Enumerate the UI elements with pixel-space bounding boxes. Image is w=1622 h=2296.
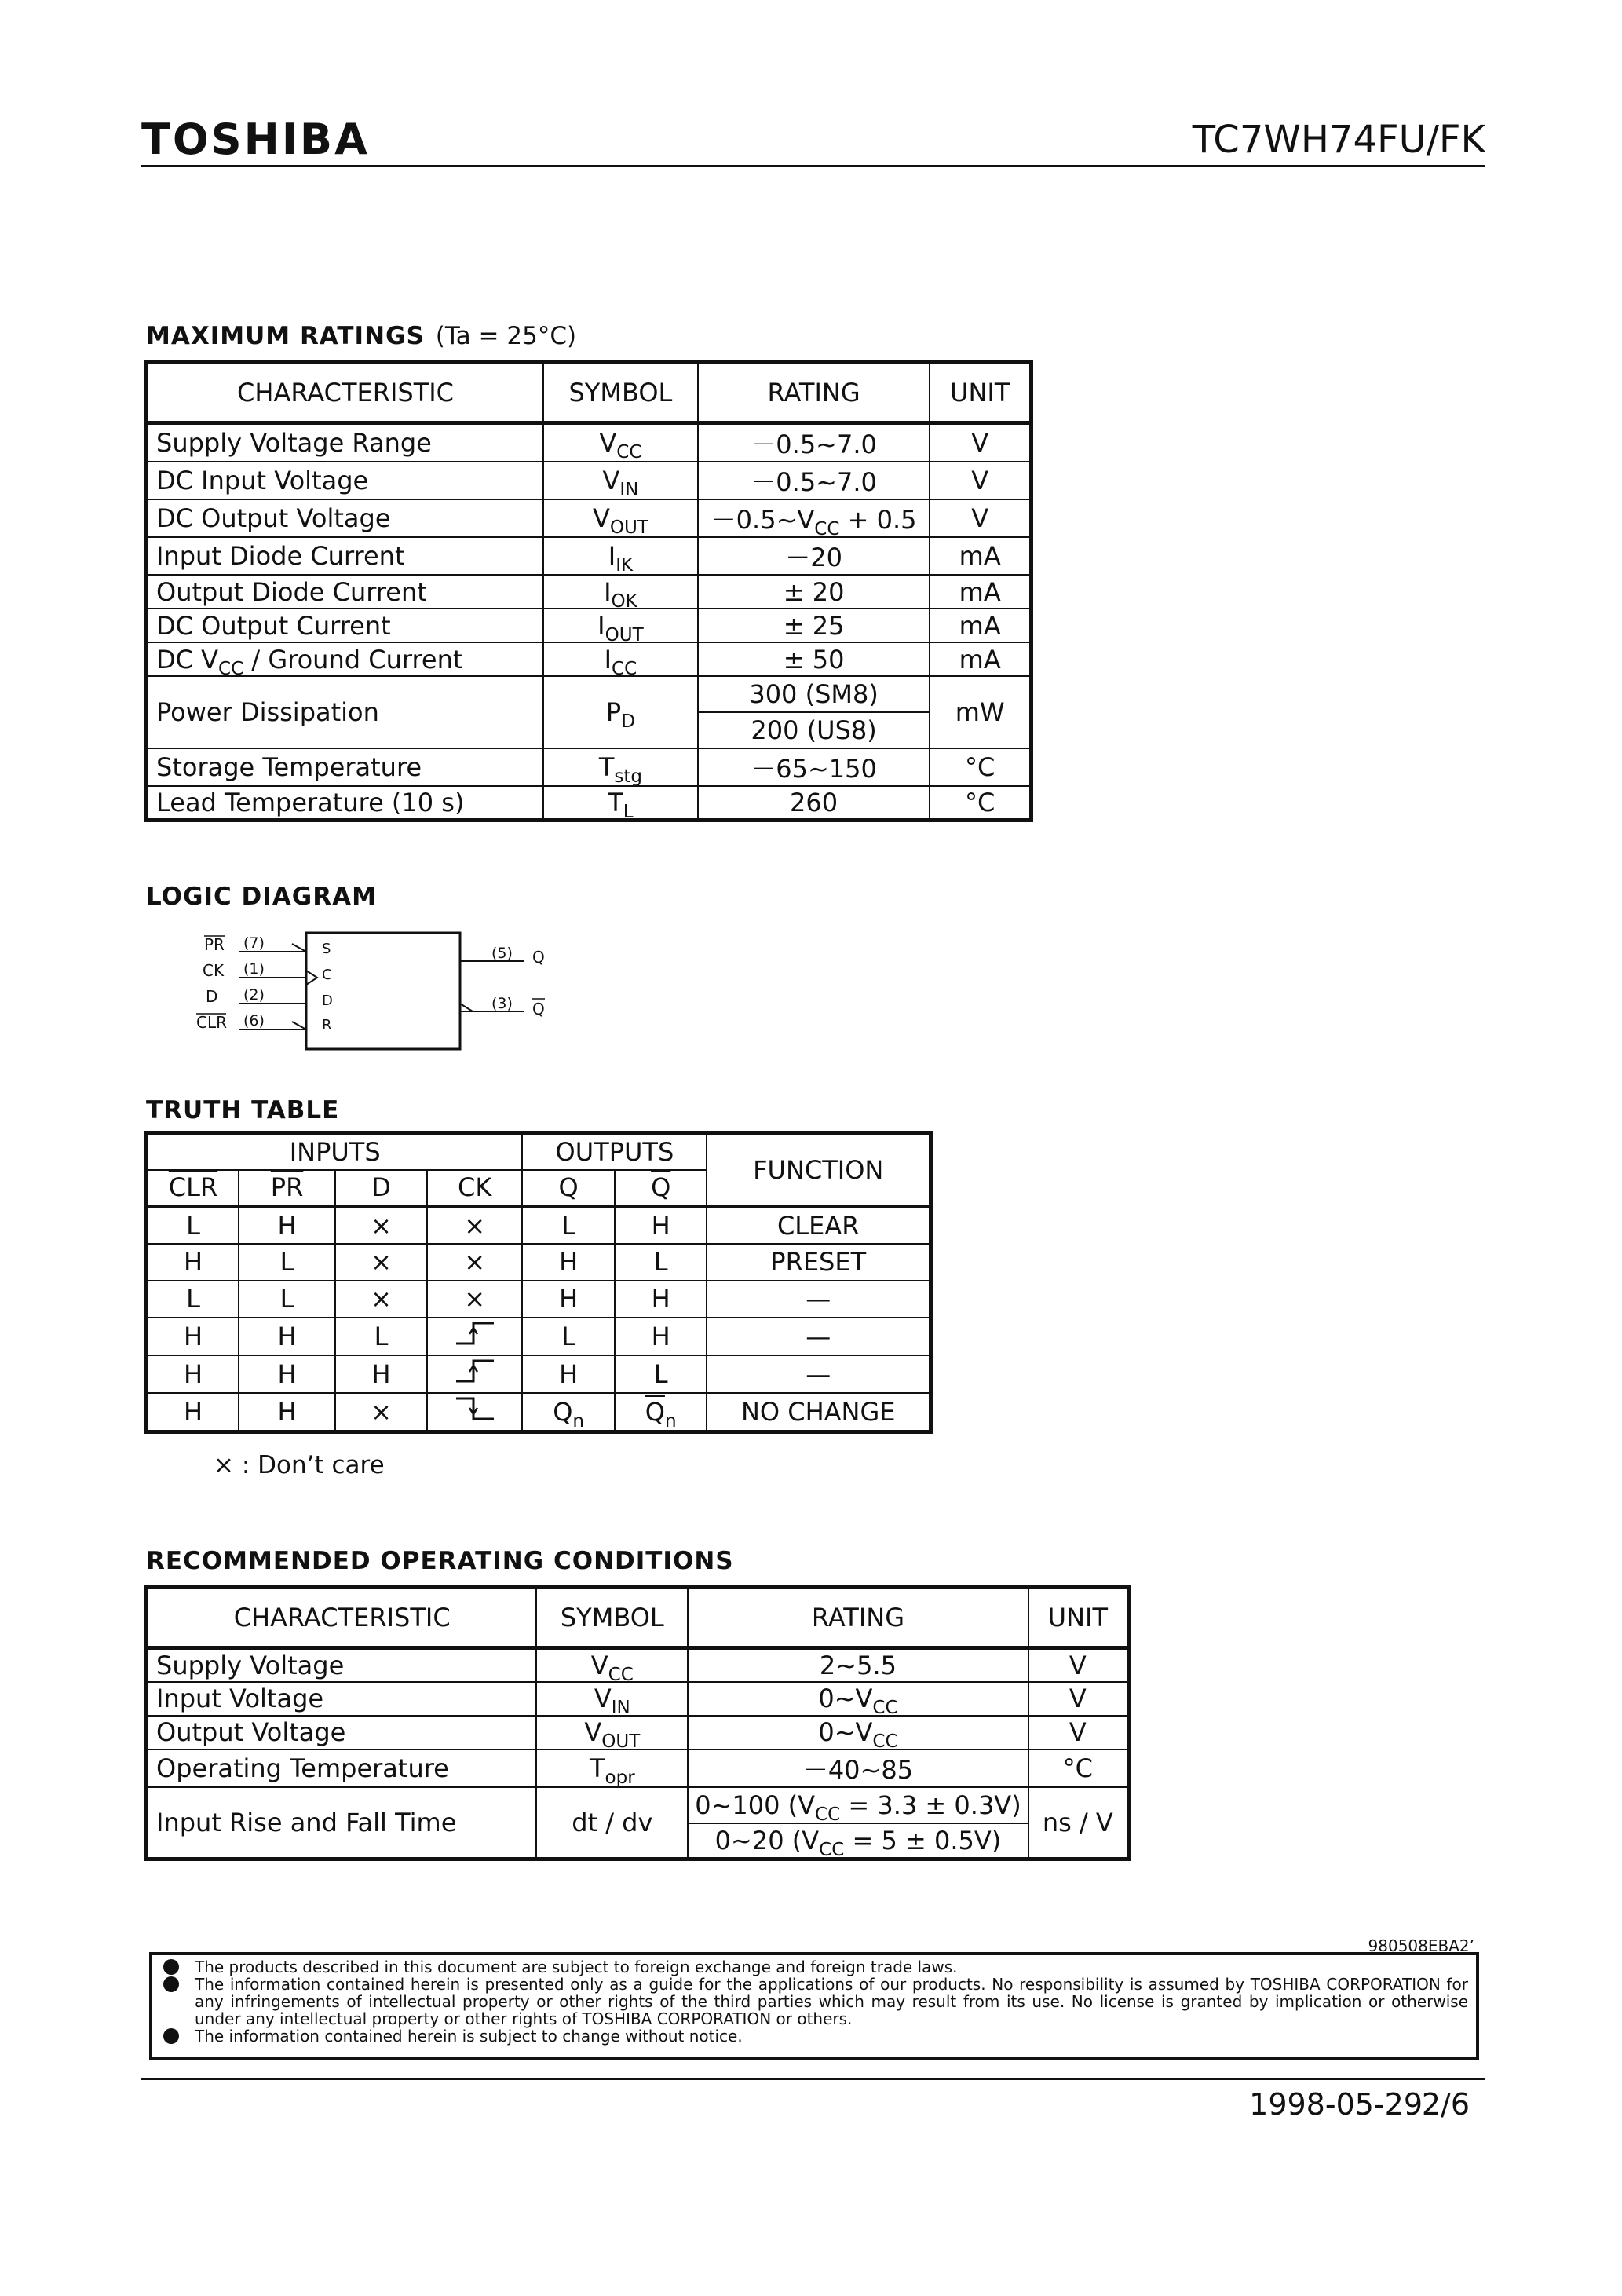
output-label-q: Q (532, 948, 545, 967)
cell: L (335, 1318, 427, 1355)
input-label-clr: CLR (196, 1013, 228, 1032)
pin-number: (3) (491, 995, 513, 1012)
table-row (147, 462, 1032, 499)
pin-number: (6) (243, 1012, 265, 1029)
table-row (147, 1355, 931, 1393)
function-cell: — (707, 1355, 930, 1393)
symbol-cell: $I_{CC}$ (543, 642, 698, 676)
table-row (147, 642, 1032, 676)
output-label-qbar: Q (532, 1000, 545, 1018)
characteristic-cell: Supply Voltage (147, 1648, 537, 1682)
characteristic-cell: Power Dissipation (147, 676, 544, 748)
port-label: R (322, 1017, 332, 1033)
col-header-q: Q (522, 1170, 615, 1207)
rating-cell: ± 50 (698, 642, 930, 676)
table-row (147, 1648, 1129, 1682)
col-header-clr: $\overline{CLR}$ (147, 1170, 239, 1207)
symbol-cell: $I_{IK}$ (543, 537, 698, 575)
characteristic-cell: Input Diode Current (147, 537, 544, 575)
cell: H (522, 1281, 615, 1318)
unit-cell: mA (930, 609, 1031, 642)
col-header: CHARACTERISTIC (147, 1587, 537, 1648)
rising-edge-icon (427, 1318, 522, 1355)
rising-edge-icon (427, 1355, 522, 1393)
function-header: FUNCTION (707, 1133, 930, 1207)
cell: H (239, 1207, 335, 1244)
cell: H (239, 1393, 335, 1432)
part-number: TC7WH74FU/FK (1192, 118, 1485, 162)
characteristic-cell: Input Voltage (147, 1682, 537, 1716)
unit-cell: °C (1028, 1749, 1129, 1787)
col-header: SYMBOL (543, 362, 698, 423)
cell: L (239, 1281, 335, 1318)
input-label-ck: CK (203, 961, 225, 980)
table-row (147, 1393, 931, 1432)
cell: × (335, 1393, 427, 1432)
cell: H (239, 1355, 335, 1393)
rating-cell: ± 25 (698, 609, 930, 642)
rec-conditions-table (144, 1585, 1131, 1861)
max-ratings-title (146, 322, 576, 350)
unit-cell: V (930, 462, 1031, 499)
cell: L (522, 1207, 615, 1244)
cell: H (615, 1207, 707, 1244)
col-header-qbar: $\overline{Q}$ (615, 1170, 707, 1207)
characteristic-cell: DC Input Voltage (147, 462, 544, 499)
table-row (147, 786, 1032, 820)
input-label-d: D (206, 987, 218, 1006)
footer-page-number: 2/6 (1421, 2087, 1470, 2122)
characteristic-cell: Supply Voltage Range (147, 423, 544, 462)
symbol-cell: $V_{CC}$ (536, 1648, 688, 1682)
cell: L (239, 1244, 335, 1281)
rating-cell: －0.5~7.0 (698, 462, 930, 499)
rating-cell: 260 (698, 786, 930, 820)
unit-cell: ns / V (1028, 1787, 1129, 1859)
symbol-cell: $T_{stg}$ (543, 748, 698, 786)
table-header-row (147, 362, 1032, 423)
symbol-cell: $V_{OUT}$ (536, 1716, 688, 1749)
cell: × (335, 1207, 427, 1244)
unit-cell: mA (930, 642, 1031, 676)
bullet-icon (163, 1959, 179, 1975)
characteristic-cell: Lead Temperature (10 s) (147, 786, 544, 820)
table-row (147, 1207, 931, 1244)
rating-cell: －40~85 (688, 1749, 1028, 1787)
port-label: D (322, 993, 333, 1009)
cell: $\overline{Q}_n$ (615, 1393, 707, 1432)
rating-cell: 200 (US8) (698, 712, 930, 748)
logic-diagram (188, 927, 565, 1060)
unit-cell: V (930, 499, 1031, 537)
col-header: UNIT (1028, 1587, 1129, 1648)
cell: H (335, 1355, 427, 1393)
pin-number: (7) (243, 934, 265, 952)
unit-cell: V (1028, 1648, 1129, 1682)
port-label: S (322, 941, 331, 957)
table-row (147, 499, 1032, 537)
max-ratings-heading: MAXIMUM RATINGS (146, 322, 425, 350)
cell: H (615, 1318, 707, 1355)
group-header-inputs: INPUTS (147, 1133, 523, 1170)
group-header-outputs: OUTPUTS (522, 1133, 707, 1170)
disclaimer-item: The information contained herein is presented only as a guide for the applications of our products. No responsibility is assumed by TOSHIBA CORPORATION for any infringements of intellectual property or other rights of the third parties which may result from its use. No license is granted by implication or otherwise under any intellectual property or other rights of TOSHIBA CORPORATION or others. (163, 1976, 1468, 2027)
col-header-pr: $\overline{PR}$ (239, 1170, 335, 1207)
cell: × (427, 1207, 522, 1244)
header-rule (141, 165, 1485, 167)
cell: H (615, 1281, 707, 1318)
table-row (147, 676, 1032, 712)
input-label-pr: PR (204, 935, 225, 954)
truth-table (144, 1131, 933, 1434)
cell: L (615, 1355, 707, 1393)
disclaimer-item: The products described in this document are subject to foreign exchange and foreign trade laws. (163, 1958, 1468, 1976)
falling-edge-icon (427, 1393, 522, 1432)
cell: L (522, 1318, 615, 1355)
unit-cell: mW (930, 676, 1031, 748)
characteristic-cell: Output Diode Current (147, 575, 544, 609)
cell: H (239, 1318, 335, 1355)
rating-cell: 0~100 $(V_{CC} = 3.3 \pm 0.3V)$ (688, 1787, 1028, 1823)
table-header-row (147, 1587, 1129, 1648)
symbol-cell: $T_L$ (543, 786, 698, 820)
rating-cell: －0.5~7.0 (698, 423, 930, 462)
table-row (147, 609, 1032, 642)
unit-cell: °C (930, 748, 1031, 786)
function-cell: NO CHANGE (707, 1393, 930, 1432)
unit-cell: V (1028, 1682, 1129, 1716)
col-header: RATING (688, 1587, 1028, 1648)
characteristic-cell: Operating Temperature (147, 1749, 537, 1787)
col-header-d: D (335, 1170, 427, 1207)
disclaimer-item: The information contained herein is subject to change without notice. (163, 2027, 1468, 2045)
function-cell: PRESET (707, 1244, 930, 1281)
table-row (147, 1787, 1129, 1823)
unit-cell: V (1028, 1716, 1129, 1749)
function-cell: — (707, 1318, 930, 1355)
characteristic-cell: Storage Temperature (147, 748, 544, 786)
table-row (147, 423, 1032, 462)
cell: L (147, 1207, 239, 1244)
characteristic-cell: Output Voltage (147, 1716, 537, 1749)
table-header-row (147, 1133, 931, 1170)
col-header: RATING (698, 362, 930, 423)
symbol-cell: $I_{OK}$ (543, 575, 698, 609)
symbol-cell: $V_{OUT}$ (543, 499, 698, 537)
rating-cell: ± 20 (698, 575, 930, 609)
cell: H (522, 1355, 615, 1393)
table-row (147, 748, 1032, 786)
rating-cell: $0\sim V_{CC}$ (688, 1682, 1028, 1716)
table-row (147, 1244, 931, 1281)
rating-cell: 0~20 $(V_{CC} = 5 \pm 0.5V)$ (688, 1823, 1028, 1859)
table-row (147, 1318, 931, 1355)
col-header: SYMBOL (536, 1587, 688, 1648)
pin-number: (2) (243, 986, 265, 1004)
truth-table-title: TRUTH TABLE (146, 1096, 340, 1124)
rating-cell: －20 (698, 537, 930, 575)
cell: H (522, 1244, 615, 1281)
bullet-icon (163, 2028, 179, 2044)
cell: × (427, 1244, 522, 1281)
disclaimer-box (149, 1952, 1479, 2060)
cell: × (335, 1281, 427, 1318)
port-label: C (322, 967, 332, 983)
table-row (147, 575, 1032, 609)
bullet-icon (163, 1976, 179, 1992)
unit-cell: V (930, 423, 1031, 462)
cell: H (147, 1244, 239, 1281)
cell: H (147, 1355, 239, 1393)
table-row (147, 1281, 931, 1318)
unit-cell: mA (930, 537, 1031, 575)
characteristic-cell: DC $V_{CC}$ / Ground Current (147, 642, 544, 676)
cell: H (147, 1318, 239, 1355)
col-header: UNIT (930, 362, 1031, 423)
max-ratings-table (144, 360, 1033, 822)
function-cell: — (707, 1281, 930, 1318)
characteristic-cell: DC Output Current (147, 609, 544, 642)
table-row (147, 537, 1032, 575)
brand-logo: TOSHIBA (141, 115, 370, 164)
symbol-cell: $V_{IN}$ (543, 462, 698, 499)
symbol-cell: $V_{IN}$ (536, 1682, 688, 1716)
cell: $Q_n$ (522, 1393, 615, 1432)
cell: × (335, 1244, 427, 1281)
document-code: 980508EBA2’ (1368, 1936, 1474, 1955)
rating-cell: －65~150 (698, 748, 930, 786)
rating-cell: 300 (SM8) (698, 676, 930, 712)
cell: H (147, 1393, 239, 1432)
symbol-cell: $P_D$ (543, 676, 698, 748)
col-header-ck: CK (427, 1170, 522, 1207)
col-header: CHARACTERISTIC (147, 362, 544, 423)
symbol-cell: $V_{CC}$ (543, 423, 698, 462)
footer-date: 1998-05-29 (1249, 2087, 1423, 2122)
symbol-cell: dt / dv (536, 1787, 688, 1859)
table-row (147, 1682, 1129, 1716)
table-row (147, 1749, 1129, 1787)
logic-diagram-title: LOGIC DIAGRAM (146, 883, 377, 911)
characteristic-cell: Input Rise and Fall Time (147, 1787, 537, 1859)
dont-care-note: × : Don’t care (214, 1451, 385, 1479)
cell: × (427, 1281, 522, 1318)
table-row (147, 1716, 1129, 1749)
function-cell: CLEAR (707, 1207, 930, 1244)
max-ratings-condition: (Ta = 25°C) (435, 322, 577, 350)
cell: L (615, 1244, 707, 1281)
pin-number: (5) (491, 945, 513, 962)
rating-cell: $-0.5\sim V_{CC} + 0.5$ (698, 499, 930, 537)
footer-rule (141, 2078, 1485, 2080)
symbol-cell: $I_{OUT}$ (543, 609, 698, 642)
pin-number: (1) (243, 960, 265, 978)
rec-conditions-title: RECOMMENDED OPERATING CONDITIONS (146, 1547, 734, 1575)
rating-cell: $0\sim V_{CC}$ (688, 1716, 1028, 1749)
cell: L (147, 1281, 239, 1318)
symbol-cell: $T_{opr}$ (536, 1749, 688, 1787)
unit-cell: °C (930, 786, 1031, 820)
characteristic-cell: DC Output Voltage (147, 499, 544, 537)
unit-cell: mA (930, 575, 1031, 609)
rating-cell: 2~5.5 (688, 1648, 1028, 1682)
